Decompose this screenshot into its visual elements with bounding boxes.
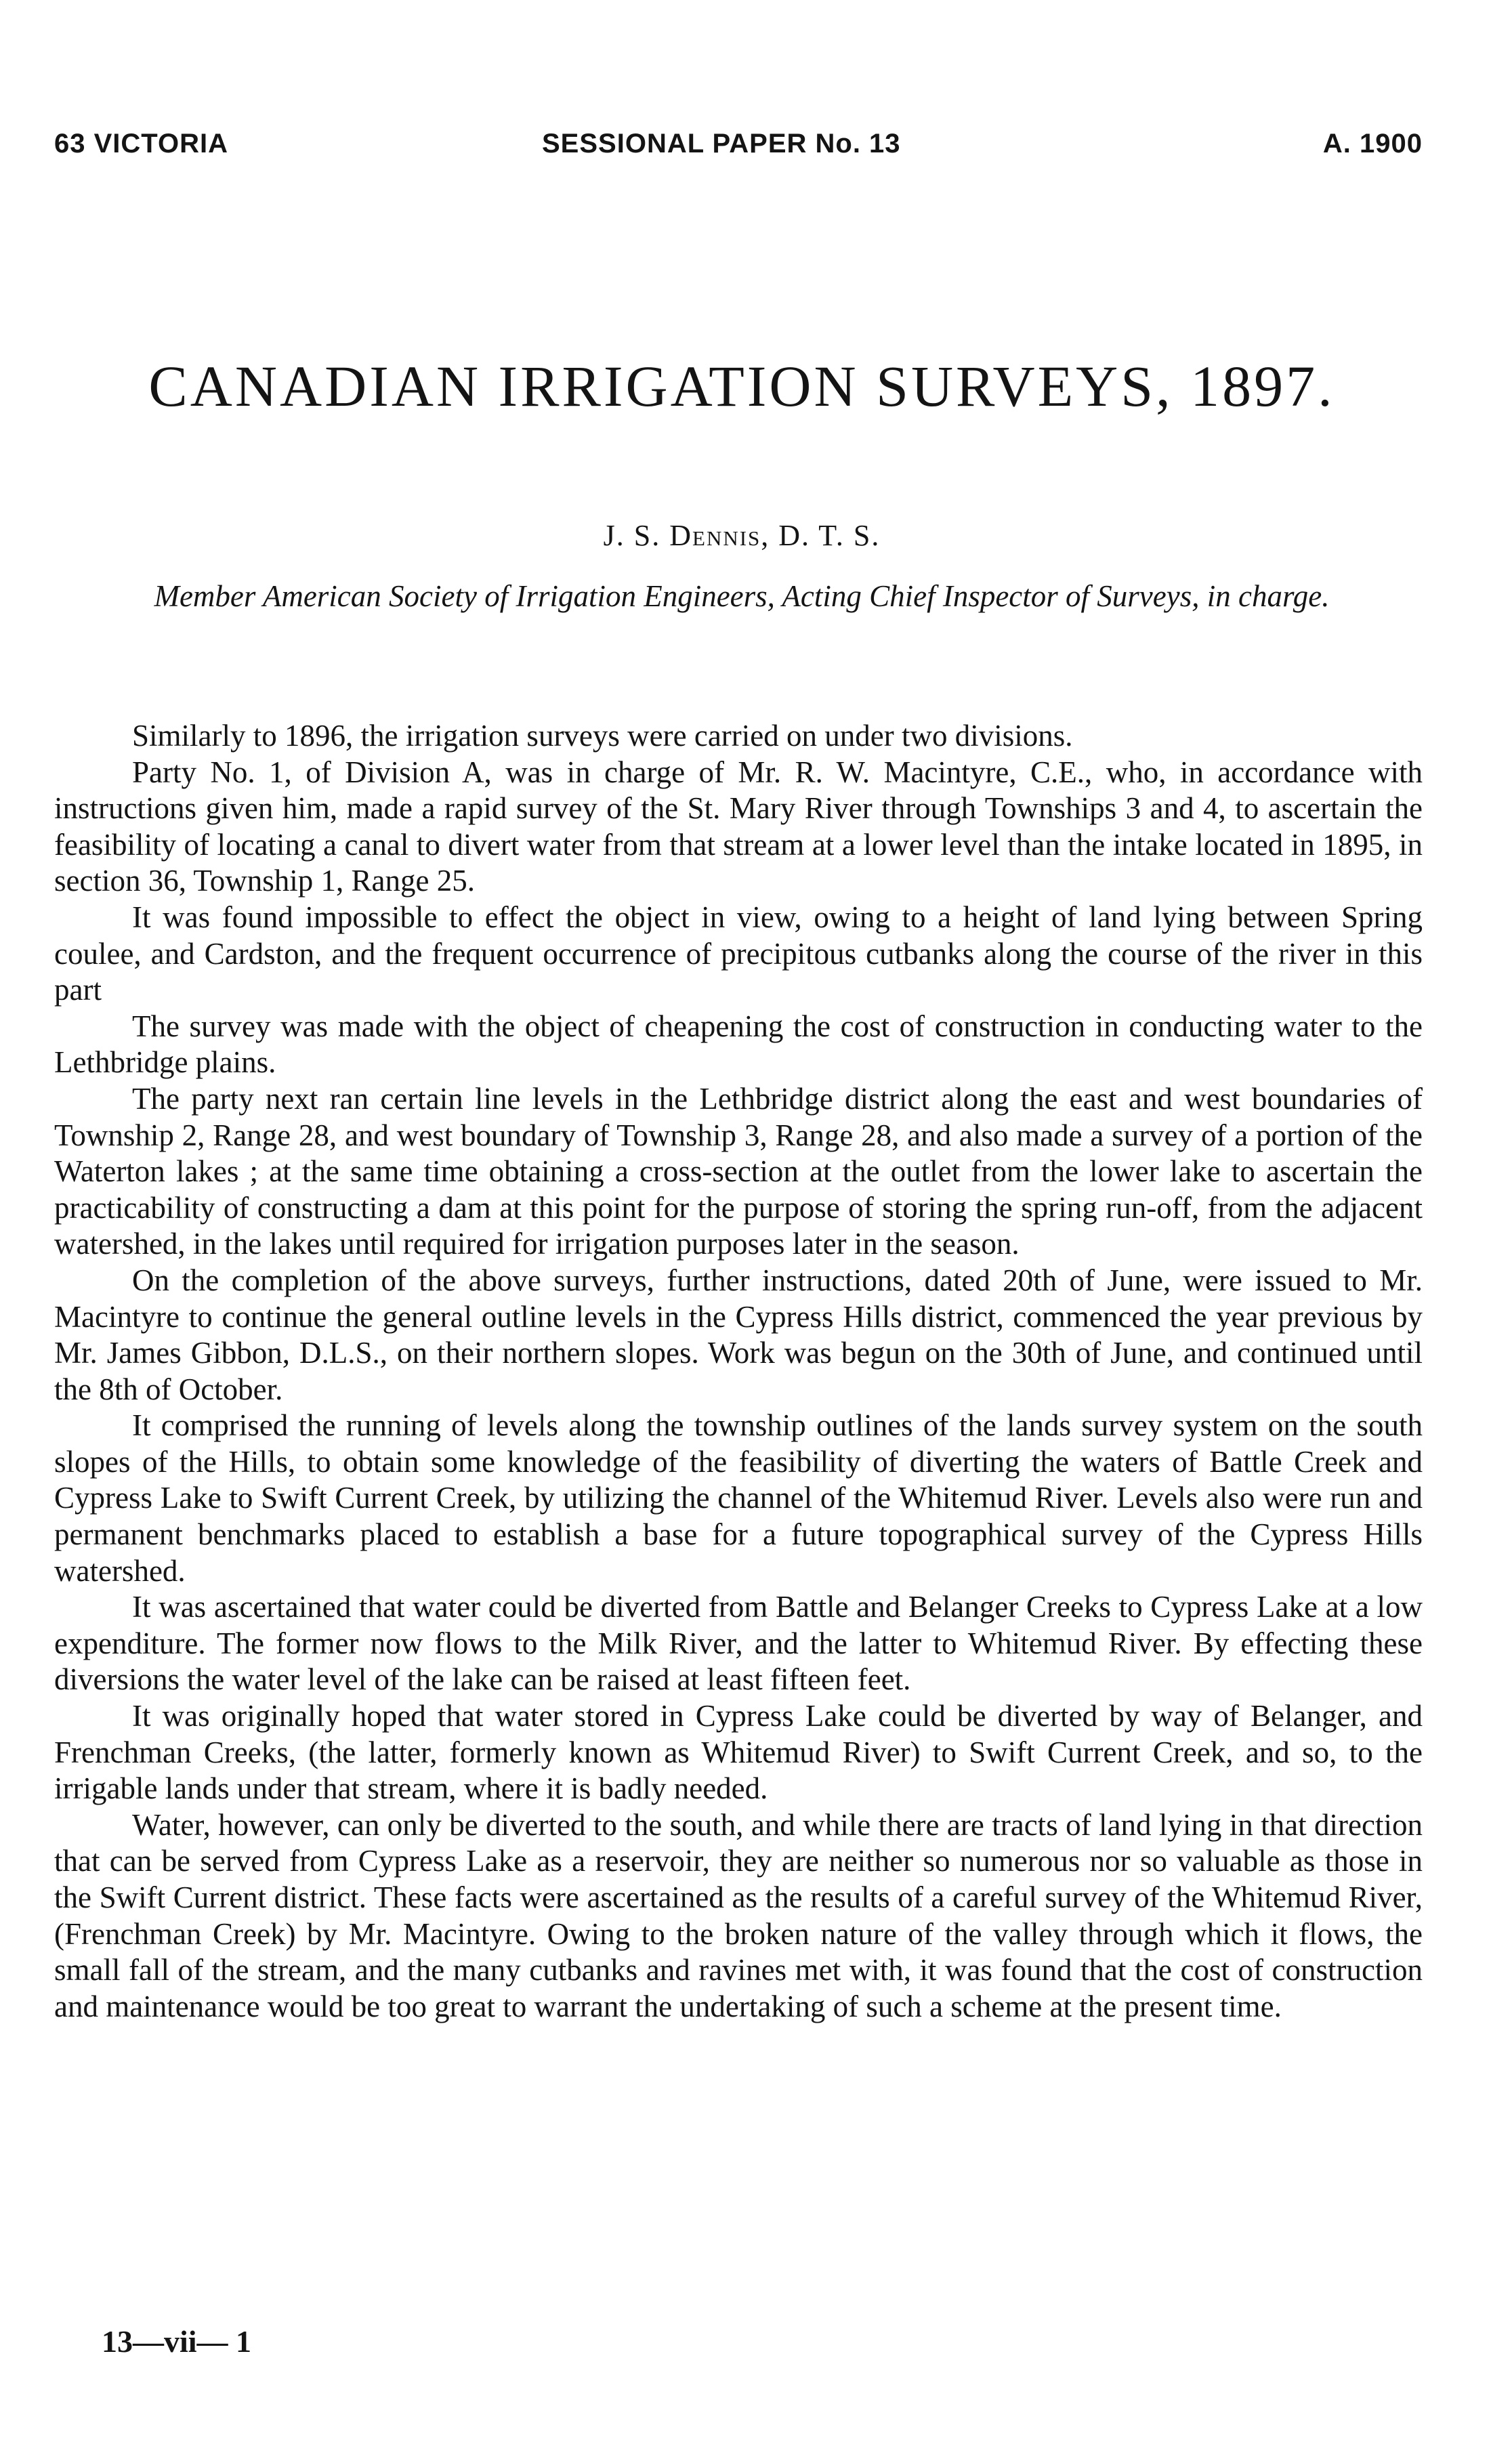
- header-volume: 63 VICTORIA: [54, 129, 228, 159]
- header-year: A. 1900: [1322, 129, 1423, 159]
- paragraph: The survey was made with the object of cheapening the cost of construction in conducting water to the Lethbridge plains.: [54, 1009, 1423, 1080]
- paragraph: It was originally hoped that water stored in Cypress Lake could be diverted by way of Belanger, and Frenchman Creeks, (the latter, formerly known as Whitemud River) to Swift Current Creek, and so, to the irrigable lands under that stream, where it is badly needed.: [54, 1699, 1423, 1806]
- author-affiliation: Member American Society of Irrigation Engineers, Acting Chief Inspector of Surveys, in charge.: [154, 579, 1330, 613]
- header-sessional-paper: SESSIONAL PAPER No. 13: [542, 129, 901, 159]
- paragraph: Similarly to 1896, the irrigation surveys were carried on under two divisions.: [132, 719, 1073, 753]
- body-text: [54, 718, 1423, 2025]
- paragraph: The party next ran certain line levels in the Lethbridge district along the east and west boundaries of Township 2, Range 28, and west boundary of Township 3, Range 28, and also made a survey of a portion of the Waterton lakes ; at the same time obtaining a cross-section at the outlet from the lower lake to ascertain the practicability of constructing a dam at this point for the purpose of storing the spring run-off, from the adjacent watershed, in the lakes until required for irrigation purposes later in the season.: [54, 1081, 1423, 1261]
- page-signature: 13—vii— 1: [102, 2324, 252, 2359]
- paragraph: On the completion of the above surveys, further instructions, dated 20th of June, were issued to Mr. Macintyre to continue the general outline levels in the Cypress Hills district, commenced the year previous by Mr. James Gibbon, D.L.S., on their northern slopes. Work was begun on the 30th of June, and continued until the 8th of October.: [54, 1263, 1423, 1406]
- running-header: [54, 129, 1423, 169]
- paragraph: It was found impossible to effect the object in view, owing to a height of land lying between Spring coulee, and Cardston, and the frequent occurrence of precipitous cutbanks along the course of the river in this part: [54, 900, 1423, 1007]
- paragraph: It comprised the running of levels along the township outlines of the lands survey system on the south slopes of the Hills, to obtain some knowledge of the feasibility of diverting the waters of Battle Creek and Cypress Lake to Swift Current Creek, by utilizing the channel of the Whitemud River. Levels also were run and permanent benchmarks placed to establish a base for a future topographical survey of the Cypress Hills watershed.: [54, 1408, 1423, 1588]
- document-title: CANADIAN IRRIGATION SURVEYS, 1897.: [148, 354, 1335, 419]
- paragraph: Party No. 1, of Division A, was in charge of Mr. R. W. Macintyre, C.E., who, in accordance with instructions given him, made a rapid survey of the St. Mary River through Townships 3 and 4, to ascertain the feasibility of locating a canal to divert water from that stream at a lower level than the intake located in 1895, in section 36, Township 1, Range 25.: [54, 755, 1423, 898]
- author-line: J. S. Dennis, D. T. S.: [603, 519, 881, 552]
- paragraph: Water, however, can only be diverted to the south, and while there are tracts of land lying in that direction that can be served from Cypress Lake as a reservoir, they are neither so numerous nor so valuable as those in the Swift Current district. These facts were ascertained as the results of a careful survey of the Whitemud River, (Frenchman Creek) by Mr. Macintyre. Owing to the broken nature of the valley through which it flows, the small fall of the stream, and the many cutbanks and ravines met with, it was found that the cost of construction and maintenance would be too great to warrant the undertaking of such a scheme at the present time.: [54, 1807, 1423, 2023]
- paragraph: It was ascertained that water could be diverted from Battle and Belanger Creeks to Cypress Lake at a low expenditure. The former now flows to the Milk River, and the latter to Whitemud River. By effecting these diversions the water level of the lake can be raised at least fifteen feet.: [54, 1590, 1423, 1697]
